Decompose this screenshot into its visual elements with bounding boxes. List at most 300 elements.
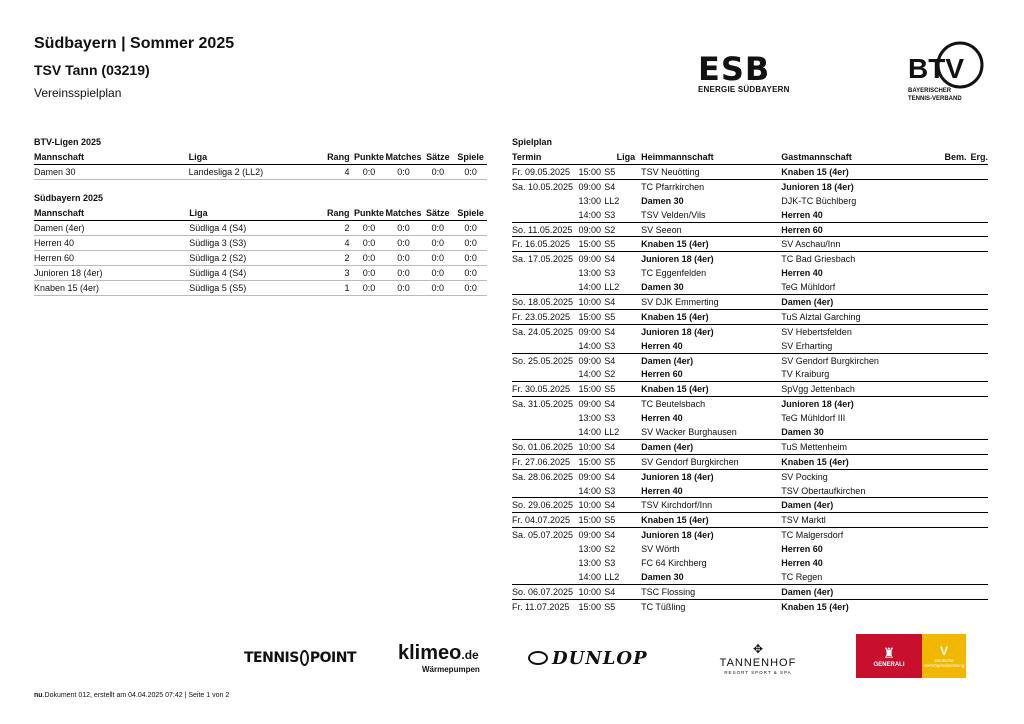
cell-guest: Damen (4er) [781, 584, 923, 599]
cell-guest: SV Erharting [781, 340, 833, 351]
cell-home: Herren 40 [641, 485, 683, 496]
col-termin: Termin [512, 152, 542, 162]
cell-time: 10:00 [579, 584, 605, 599]
cell-bem [923, 382, 966, 397]
cell-liga: S5 [604, 382, 641, 397]
cell-time: 13:00 [578, 544, 602, 555]
cell-rang: 3 [344, 268, 350, 278]
cell-liga: S3 [604, 209, 616, 220]
cell-liga: S2 [604, 369, 616, 380]
cell-date: So. 01.06.2025 [512, 439, 579, 454]
cell-erg [966, 280, 988, 294]
cell-home: Herren 40 [641, 340, 683, 351]
col-liga: Liga [189, 208, 208, 218]
cell-date [512, 556, 579, 570]
cell-punkte: 0:0 [362, 238, 376, 248]
col-erg: Erg. [970, 152, 988, 162]
cell-time: 14:00 [578, 485, 602, 496]
cell-time: 09:00 [579, 179, 605, 193]
cell-time: 15:00 [579, 237, 605, 252]
cell-liga: S4 [604, 179, 641, 193]
cell-erg [966, 528, 988, 542]
page-title: Südbayern | Sommer 2025 [34, 35, 235, 52]
page-subtitle: Vereinsspielplan [34, 86, 122, 100]
table-row [512, 397, 988, 411]
cell-date: Fr. 30.05.2025 [512, 382, 579, 397]
cell-date [512, 194, 579, 208]
cell-bem [923, 425, 966, 439]
table-row [512, 222, 988, 237]
cell-time: 15:00 [579, 165, 605, 180]
tannenhof-crest-icon: ✥ [752, 641, 764, 656]
lion-icon: ♜ [882, 644, 896, 661]
cell-home: TC Eggenfelden [641, 268, 707, 279]
dunlop-logo [528, 636, 678, 680]
cell-date [512, 542, 579, 556]
cell-liga: S5 [604, 165, 641, 180]
cell-guest: TSV Marktl [781, 513, 923, 528]
cell-guest: TeG Mühldorf [781, 282, 836, 293]
btv-logo-sub1: BAYERISCHER [908, 88, 952, 94]
cell-saetze: 0:0 [431, 253, 445, 263]
cell-date [512, 484, 579, 498]
cell-home: TSV Neuötting [641, 165, 781, 180]
cell-matches: 0:0 [397, 268, 410, 278]
cell-date: Sa. 17.05.2025 [512, 252, 579, 266]
table-row [512, 179, 988, 193]
cell-spiele: 0:0 [464, 167, 477, 177]
cell-date: Fr. 27.06.2025 [512, 454, 579, 469]
cell-erg [966, 222, 988, 237]
cell-liga: S4 [604, 295, 641, 310]
cell-liga: S4 [604, 353, 641, 367]
klimeo-mark: klimeo [398, 641, 462, 664]
spielplan-table [512, 150, 988, 614]
cell-time: 15:00 [579, 599, 605, 613]
cell-home: TC Pfarrkirchen [641, 179, 781, 193]
tannenhof-mark: TANNENHOF [719, 656, 797, 669]
cell-home: TSC Flossing [641, 584, 781, 599]
cell-date: Sa. 05.07.2025 [512, 528, 579, 542]
cell-erg [966, 252, 988, 266]
table-row [512, 165, 988, 180]
klimeo-de: .de [461, 647, 479, 662]
cell-home: Knaben 15 (4er) [641, 513, 781, 528]
cell-liga: LL2 [604, 426, 620, 437]
cell-bem [923, 280, 966, 294]
cell-time: 10:00 [579, 439, 605, 454]
cell-guest: Junioren 18 (4er) [781, 397, 923, 411]
cell-saetze: 0:0 [431, 268, 445, 278]
table-row [512, 194, 988, 208]
cell-liga: Südliga 2 (S2) [189, 253, 247, 263]
cell-guest: TeG Mühldorf III [781, 413, 846, 424]
cell-date: Fr. 04.07.2025 [512, 513, 579, 528]
cell-guest: SV Pocking [781, 469, 923, 483]
cell-bem [923, 179, 966, 193]
cell-time: 09:00 [579, 469, 605, 483]
cell-home: Junioren 18 (4er) [641, 528, 781, 542]
tennis-point-b: POINT [309, 650, 356, 666]
cell-liga: Landesliga 2 (LL2) [188, 167, 264, 177]
cell-punkte: 0:0 [362, 283, 376, 293]
btv-ligen-table [34, 150, 487, 180]
cell-erg [966, 542, 988, 556]
cell-liga: S3 [604, 413, 616, 424]
cell-guest: TC Regen [781, 571, 823, 582]
club-name: TSV Tann (03219) [34, 62, 150, 78]
cell-date [512, 570, 579, 584]
table-row [34, 266, 487, 281]
table-row [512, 425, 988, 439]
cell-home: Damen 30 [641, 282, 684, 293]
cell-erg [966, 599, 988, 613]
table-row [512, 280, 988, 294]
cell-bem [923, 367, 966, 381]
cell-guest: Knaben 15 (4er) [781, 599, 923, 613]
col-mannschaft: Mannschaft [34, 208, 85, 218]
cell-spiele: 0:0 [464, 253, 477, 263]
cell-date: Sa. 31.05.2025 [512, 397, 579, 411]
tennis-ball-icon [300, 650, 309, 666]
col-spiele: Spiele [457, 152, 484, 162]
table-row [512, 556, 988, 570]
table-header-row [512, 150, 988, 165]
cell-liga: S5 [604, 513, 641, 528]
cell-erg [966, 353, 988, 367]
col-punkte: Punkte [354, 152, 385, 162]
spielplan-body [512, 165, 988, 614]
tennis-point-a: TENNIS [244, 650, 299, 666]
cell-date: Sa. 24.05.2025 [512, 324, 579, 338]
table-row [512, 411, 988, 425]
cell-home: TC Tüßling [641, 599, 781, 613]
cell-time: 10:00 [579, 498, 605, 513]
cell-home: Herren 60 [641, 369, 683, 380]
cell-liga: S5 [604, 237, 641, 252]
cell-guest: Herren 40 [781, 557, 823, 568]
dvag-v-icon: V [939, 644, 948, 658]
dvag-line1: Deutsche [934, 658, 954, 663]
spielplan-heading: Spielplan [512, 137, 553, 147]
cell-bem [923, 309, 966, 324]
table-row [512, 339, 988, 353]
cell-liga: S5 [604, 454, 641, 469]
cell-bem [923, 237, 966, 252]
cell-home: Junioren 18 (4er) [641, 469, 781, 483]
btv-logo [904, 40, 994, 104]
cell-date: Fr. 11.07.2025 [512, 599, 579, 613]
table-row [512, 528, 988, 542]
cell-erg [966, 208, 988, 222]
cell-time: 09:00 [579, 252, 605, 266]
table-row [512, 295, 988, 310]
cell-date: Sa. 28.06.2025 [512, 469, 579, 483]
cell-liga: S5 [604, 599, 641, 613]
cell-erg [966, 570, 988, 584]
cell-erg [966, 295, 988, 310]
cell-matches: 0:0 [397, 167, 410, 177]
table-row [512, 252, 988, 266]
cell-erg [966, 165, 988, 180]
cell-rang: 4 [344, 238, 350, 248]
cell-mannschaft: Damen 30 [34, 167, 76, 177]
cell-erg [966, 194, 988, 208]
table-row [512, 484, 988, 498]
cell-date [512, 339, 579, 353]
table-row [512, 454, 988, 469]
cell-erg [966, 484, 988, 498]
cell-bem [923, 498, 966, 513]
cell-saetze: 0:0 [431, 238, 445, 248]
cell-bem [923, 542, 966, 556]
cell-home: SV Wörth [641, 544, 680, 555]
generali-mark: GENERALI [873, 661, 905, 668]
cell-liga: LL2 [604, 195, 620, 206]
suedbayern-table [34, 206, 487, 296]
cell-bem [923, 194, 966, 208]
cell-matches: 0:0 [397, 223, 410, 233]
cell-erg [966, 397, 988, 411]
cell-liga: S4 [604, 469, 641, 483]
table-row [512, 353, 988, 367]
cell-liga: S4 [604, 252, 641, 266]
cell-liga: S3 [604, 268, 616, 279]
cell-time: 13:00 [578, 413, 602, 424]
table-row [512, 498, 988, 513]
esb-logo-mark: ESB [698, 50, 771, 88]
cell-time: 13:00 [578, 557, 602, 568]
table-header-row [34, 150, 487, 165]
cell-liga: S5 [604, 309, 641, 324]
cell-home: TC Beutelsbach [641, 397, 781, 411]
col-saetze: Sätze [426, 152, 450, 162]
col-bem: Bem. [944, 152, 967, 162]
cell-bem [923, 513, 966, 528]
cell-date: Sa. 10.05.2025 [512, 179, 579, 193]
cell-time: 14:00 [578, 209, 602, 220]
cell-erg [966, 309, 988, 324]
cell-liga: S3 [604, 557, 616, 568]
cell-erg [966, 439, 988, 454]
cell-time: 14:00 [578, 571, 602, 582]
cell-mannschaft: Herren 60 [34, 253, 75, 263]
cell-erg [966, 266, 988, 280]
cell-home: Knaben 15 (4er) [641, 382, 781, 397]
cell-erg [966, 513, 988, 528]
cell-guest: Herren 40 [781, 209, 823, 220]
cell-date: So. 29.06.2025 [512, 498, 579, 513]
col-liga: Liga [616, 152, 636, 162]
col-spiele: Spiele [457, 208, 484, 218]
cell-liga: S3 [604, 485, 616, 496]
col-rang: Rang [327, 152, 350, 162]
cell-mannschaft: Damen (4er) [34, 223, 85, 233]
cell-date: So. 11.05.2025 [512, 222, 579, 237]
btv-ligen-heading: BTV-Ligen 2025 [34, 137, 102, 147]
col-punkte: Punkte [353, 208, 384, 218]
btv-logo-icon [904, 40, 994, 104]
dunlop-d-icon [528, 651, 548, 665]
cell-matches: 0:0 [397, 238, 410, 248]
table-header-row [34, 206, 487, 221]
col-rang: Rang [327, 208, 350, 218]
cell-time: 14:00 [578, 340, 602, 351]
col-matches: Matches [385, 152, 422, 162]
cell-matches: 0:0 [397, 253, 410, 263]
cell-rang: 1 [344, 283, 350, 293]
cell-bem [923, 266, 966, 280]
cell-guest: DJK-TC Büchlberg [781, 195, 857, 206]
cell-erg [966, 324, 988, 338]
suedbayern-body [34, 221, 487, 296]
footer-brand: nu [34, 692, 43, 699]
cell-guest: Herren 40 [781, 268, 823, 279]
table-row [34, 251, 487, 266]
table-row [34, 281, 487, 296]
cell-erg [966, 339, 988, 353]
cell-home: SV DJK Emmerting [641, 295, 781, 310]
cell-bem [923, 528, 966, 542]
cell-erg [966, 454, 988, 469]
cell-mannschaft: Knaben 15 (4er) [34, 283, 100, 293]
cell-time: 15:00 [579, 513, 605, 528]
cell-liga: S3 [604, 340, 616, 351]
cell-erg [966, 179, 988, 193]
cell-guest: SpVgg Jettenbach [781, 382, 923, 397]
cell-home: TSV Velden/Vils [641, 209, 706, 220]
cell-liga: LL2 [604, 571, 620, 582]
cell-bem [923, 222, 966, 237]
cell-date [512, 280, 579, 294]
cell-bem [923, 165, 966, 180]
cell-spiele: 0:0 [464, 238, 477, 248]
cell-home: TSV Kirchdorf/Inn [641, 498, 781, 513]
cell-punkte: 0:0 [362, 167, 376, 177]
cell-home: Knaben 15 (4er) [641, 237, 781, 252]
cell-home: Junioren 18 (4er) [641, 252, 781, 266]
cell-time: 15:00 [579, 382, 605, 397]
table-row [512, 439, 988, 454]
cell-mannschaft: Junioren 18 (4er) [34, 268, 103, 278]
tannenhof-sub: RESORT SPORT & SPA [724, 669, 792, 675]
cell-date: So. 25.05.2025 [512, 353, 579, 367]
cell-bem [923, 324, 966, 338]
cell-guest: SV Gendorf Burgkirchen [781, 353, 923, 367]
cell-time: 15:00 [579, 454, 605, 469]
table-row [34, 165, 487, 180]
table-row [512, 266, 988, 280]
cell-saetze: 0:0 [431, 223, 445, 233]
cell-guest: TuS Mettenheim [781, 439, 923, 454]
table-row [512, 309, 988, 324]
cell-liga: S4 [604, 584, 641, 599]
suedbayern-heading: Südbayern 2025 [34, 193, 104, 203]
klimeo-logo [398, 636, 490, 680]
dunlop-mark: DUNLOP [552, 647, 648, 669]
cell-guest: Herren 60 [781, 222, 923, 237]
cell-guest: Damen 30 [781, 426, 824, 437]
cell-home: Knaben 15 (4er) [641, 309, 781, 324]
cell-mannschaft: Herren 40 [34, 238, 75, 248]
cell-home: Damen 30 [641, 571, 684, 582]
cell-punkte: 0:0 [362, 253, 376, 263]
cell-erg [966, 411, 988, 425]
table-row [34, 221, 487, 236]
cell-guest: TuS Alztal Garching [781, 309, 923, 324]
cell-time: 14:00 [578, 282, 602, 293]
cell-liga: Südliga 5 (S5) [189, 283, 247, 293]
cell-bem [923, 469, 966, 483]
btv-logo-mark: BTV [908, 53, 964, 84]
cell-bem [923, 411, 966, 425]
cell-time: 14:00 [578, 369, 602, 380]
cell-date: Fr. 09.05.2025 [512, 165, 579, 180]
dvag-badge [922, 634, 966, 678]
cell-erg [966, 556, 988, 570]
cell-spiele: 0:0 [464, 268, 477, 278]
cell-guest: SV Aschau/Inn [781, 237, 923, 252]
btv-logo-sub2: TENNIS-VERBAND [908, 96, 962, 102]
cell-date: So. 06.07.2025 [512, 584, 579, 599]
cell-bem [923, 584, 966, 599]
cell-liga: S4 [604, 397, 641, 411]
cell-bem [923, 439, 966, 454]
table-row [512, 599, 988, 613]
cell-guest: Junioren 18 (4er) [781, 179, 923, 193]
cell-guest: TV Kraiburg [781, 369, 830, 380]
table-row [512, 570, 988, 584]
cell-erg [966, 469, 988, 483]
cell-erg [966, 382, 988, 397]
cell-guest: Damen (4er) [781, 498, 923, 513]
table-row [512, 542, 988, 556]
cell-rang: 2 [344, 223, 350, 233]
cell-guest: Damen (4er) [781, 295, 923, 310]
cell-erg [966, 367, 988, 381]
cell-time: 13:00 [578, 268, 602, 279]
cell-bem [923, 339, 966, 353]
cell-time: 09:00 [579, 397, 605, 411]
cell-bem [923, 599, 966, 613]
esb-logo [698, 50, 798, 94]
cell-liga: Südliga 4 (S4) [189, 268, 247, 278]
cell-home: Junioren 18 (4er) [641, 324, 781, 338]
cell-home: Damen (4er) [641, 353, 781, 367]
cell-guest: SV Hebertsfelden [781, 324, 923, 338]
cell-bem [923, 397, 966, 411]
cell-erg [966, 584, 988, 599]
cell-date: Fr. 16.05.2025 [512, 237, 579, 252]
cell-home: Herren 40 [641, 413, 683, 424]
table-row [512, 367, 988, 381]
cell-guest: TC Bad Griesbach [781, 252, 923, 266]
col-liga: Liga [188, 152, 208, 162]
cell-time: 14:00 [578, 426, 602, 437]
cell-liga: Südliga 3 (S3) [189, 238, 247, 248]
table-row [512, 584, 988, 599]
table-row [512, 324, 988, 338]
cell-bem [923, 484, 966, 498]
cell-liga: LL2 [604, 282, 620, 293]
cell-guest: Knaben 15 (4er) [781, 165, 923, 180]
btv-ligen-body [34, 165, 487, 180]
cell-date [512, 425, 579, 439]
cell-erg [966, 425, 988, 439]
cell-bem [923, 454, 966, 469]
tannenhof-logo [716, 636, 800, 680]
cell-time: 09:00 [579, 324, 605, 338]
